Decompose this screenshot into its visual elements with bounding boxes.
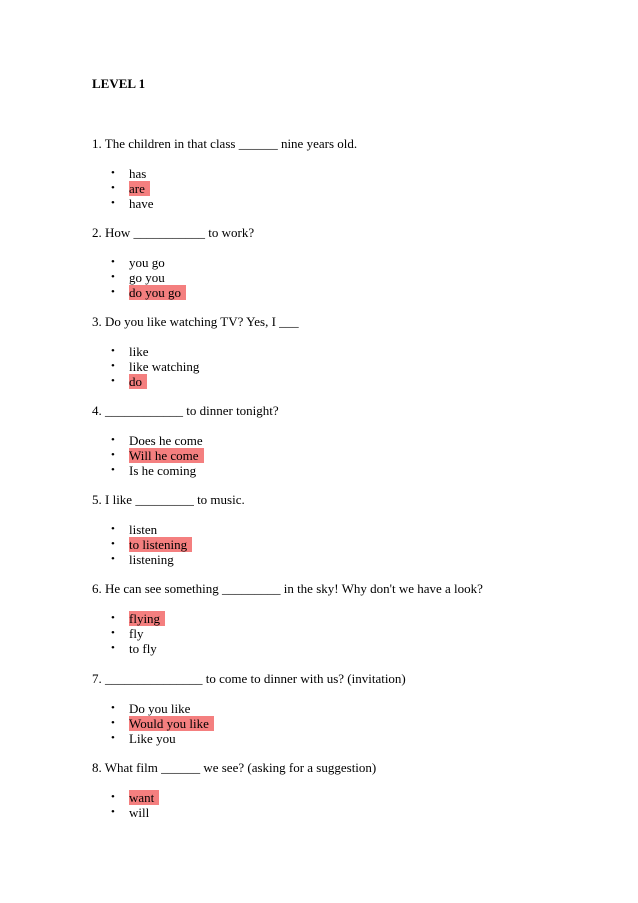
bullet-icon: • bbox=[111, 197, 115, 209]
option-text: Does he come bbox=[129, 433, 203, 448]
bullet-icon: • bbox=[111, 642, 115, 654]
bullet-icon: • bbox=[111, 702, 115, 714]
option-text: like watching bbox=[129, 359, 200, 374]
option-text: has bbox=[129, 166, 147, 181]
bullet-icon: • bbox=[111, 523, 115, 535]
bullet-icon: • bbox=[111, 791, 115, 803]
question-6: 6. He can see something _________ in the sky! Why don't we have a look? bbox=[92, 581, 483, 596]
question-8: 8. What film ______ we see? (asking for a suggestion) bbox=[92, 760, 377, 775]
option-text: fly bbox=[129, 626, 144, 641]
option-text: Like you bbox=[129, 731, 176, 746]
option-text-highlighted: flying bbox=[129, 611, 165, 626]
bullet-icon: • bbox=[111, 449, 115, 461]
question-1: 1. The children in that class ______ nine years old. bbox=[92, 136, 358, 151]
bullet-icon: • bbox=[111, 464, 115, 476]
option-text: go you bbox=[129, 270, 165, 285]
option-text: listening bbox=[129, 552, 174, 567]
option-text-highlighted: are bbox=[129, 181, 150, 196]
question-2: 2. How ___________ to work? bbox=[92, 225, 255, 240]
option-text: have bbox=[129, 196, 154, 211]
option-text-highlighted: to listening bbox=[129, 537, 192, 552]
option-text: you go bbox=[129, 255, 165, 270]
question-4: 4. ____________ to dinner tonight? bbox=[92, 403, 279, 418]
bullet-icon: • bbox=[111, 360, 115, 372]
option-text: to fly bbox=[129, 641, 157, 656]
option-text: listen bbox=[129, 522, 158, 537]
level-title: LEVEL 1 bbox=[92, 76, 146, 91]
bullet-icon: • bbox=[111, 717, 115, 729]
bullet-icon: • bbox=[111, 553, 115, 565]
bullet-icon: • bbox=[111, 182, 115, 194]
question-7: 7. _______________ to come to dinner with us? (invitation) bbox=[92, 671, 406, 686]
bullet-icon: • bbox=[111, 345, 115, 357]
question-5: 5. I like _________ to music. bbox=[92, 492, 245, 507]
bullet-icon: • bbox=[111, 375, 115, 387]
option-text: will bbox=[129, 805, 150, 820]
option-text-highlighted: want bbox=[129, 790, 159, 805]
bullet-icon: • bbox=[111, 167, 115, 179]
option-text: Do you like bbox=[129, 701, 191, 716]
option-text-highlighted: do bbox=[129, 374, 147, 389]
bullet-icon: • bbox=[111, 612, 115, 624]
question-3: 3. Do you like watching TV? Yes, I ___ bbox=[92, 314, 299, 329]
option-text: Is he coming bbox=[129, 463, 197, 478]
bullet-icon: • bbox=[111, 732, 115, 744]
bullet-icon: • bbox=[111, 286, 115, 298]
bullet-icon: • bbox=[111, 434, 115, 446]
option-text-highlighted: Would you like bbox=[129, 716, 214, 731]
bullet-icon: • bbox=[111, 627, 115, 639]
bullet-icon: • bbox=[111, 256, 115, 268]
bullet-icon: • bbox=[111, 538, 115, 550]
option-text-highlighted: Will he come bbox=[129, 448, 204, 463]
option-text: like bbox=[129, 344, 149, 359]
bullet-icon: • bbox=[111, 806, 115, 818]
option-text-highlighted: do you go bbox=[129, 285, 186, 300]
bullet-icon: • bbox=[111, 271, 115, 283]
